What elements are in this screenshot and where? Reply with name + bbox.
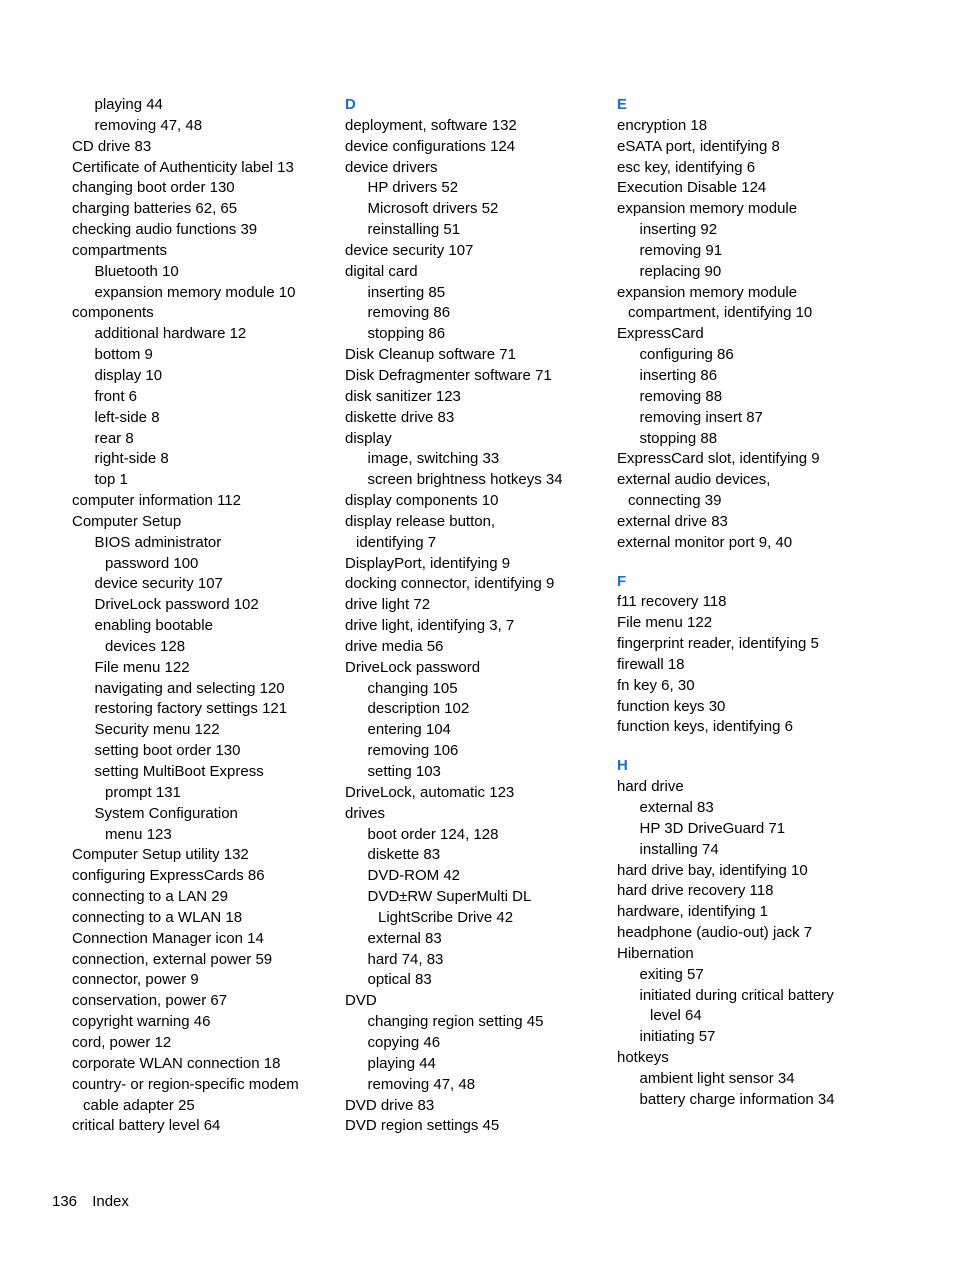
- index-entry: charging batteries 62, 65: [72, 200, 238, 218]
- index-subentry: DVD-ROM 42: [367, 867, 461, 885]
- index-subentry: devices 128: [105, 637, 186, 655]
- index-entry: device drivers: [345, 158, 438, 176]
- index-entry: disk sanitizer 123: [345, 387, 461, 405]
- index-entry: deployment, software 132: [345, 116, 517, 134]
- index-subentry: setting boot order 130: [94, 742, 241, 760]
- index-entry: drive light, identifying 3, 7: [345, 617, 515, 635]
- index-subentry: enabling bootable: [94, 617, 213, 635]
- index-subentry: changing region setting 45: [367, 1013, 544, 1031]
- index-entry: hard drive recovery 118: [617, 882, 774, 900]
- index-subentry: menu 123: [105, 825, 172, 843]
- index-entry: drives: [345, 804, 386, 822]
- index-subentry: hard 74, 83: [367, 950, 444, 968]
- section-gap: [617, 738, 879, 756]
- index-entry: fn key 6, 30: [617, 676, 695, 694]
- index-entry: esc key, identifying 6: [617, 158, 756, 176]
- index-entry: computer information 112: [72, 492, 241, 510]
- index-subentry: BIOS administrator: [94, 533, 222, 551]
- index-subentry: compartment, identifying 10: [628, 304, 813, 322]
- index-subentry: HP 3D DriveGuard 71: [639, 819, 786, 837]
- index-entry: country- or region-specific modem: [72, 1075, 299, 1093]
- index-entry: connecting to a LAN 29: [72, 888, 228, 906]
- index-subentry: removing 47, 48: [94, 116, 203, 134]
- index-subentry: configuring 86: [639, 346, 734, 364]
- index-subentry: setting MultiBoot Express: [94, 763, 264, 780]
- section-gap: [617, 554, 879, 572]
- index-subentry: device security 107: [94, 575, 223, 593]
- index-subentry: removing 86: [367, 304, 451, 322]
- index-subentry: System Configuration: [94, 804, 238, 822]
- index-subentry: stopping 88: [639, 429, 718, 447]
- index-entry: display release button,: [345, 512, 496, 530]
- index-subentry: level 64: [650, 1007, 702, 1025]
- index-subentry: image, switching 33: [367, 450, 500, 468]
- index-subentry: removing 91: [639, 241, 723, 259]
- index-subentry: description 102: [367, 700, 470, 718]
- index-subentry: Bluetooth 10: [94, 262, 179, 280]
- index-subentry: front 6: [94, 387, 138, 405]
- index-subentry: initiated during critical battery: [639, 986, 834, 1004]
- index-subentry: additional hardware 12: [94, 325, 247, 343]
- index-entry: expansion memory module: [617, 200, 798, 218]
- index-letter-heading: E: [617, 96, 628, 113]
- index-subentry: removing 106: [367, 742, 459, 760]
- index-entry: ExpressCard: [617, 325, 704, 343]
- index-subentry: Microsoft drivers 52: [367, 200, 499, 218]
- index-entry: hardware, identifying 1: [617, 903, 768, 921]
- index-subentry: inserting 92: [639, 221, 718, 239]
- index-subentry: external 83: [367, 929, 442, 947]
- index-subentry: HP drivers 52: [367, 179, 459, 197]
- index-subentry: prompt 131: [105, 783, 181, 801]
- index-column-3: [617, 95, 879, 1111]
- index-entry: device security 107: [345, 241, 474, 259]
- index-subentry: DVD±RW SuperMulti DL: [367, 888, 532, 906]
- index-entry: DisplayPort, identifying 9: [345, 554, 511, 572]
- index-subentry: changing 105: [367, 679, 458, 697]
- index-entry: Computer Setup: [72, 512, 182, 530]
- index-subentry: diskette 83: [367, 846, 441, 864]
- index-subentry: screen brightness hotkeys 34: [367, 471, 563, 489]
- index-subentry: reinstalling 51: [367, 221, 461, 239]
- index-subentry: optical 83: [367, 971, 432, 989]
- index-entry: display: [345, 429, 392, 447]
- index-subentry: ambient light sensor 34: [639, 1069, 795, 1087]
- index-subentry: cable adapter 25: [83, 1096, 195, 1114]
- index-subentry: initiating 57: [639, 1028, 716, 1046]
- index-subentry: top 1: [94, 471, 128, 489]
- index-subentry: identifying 7: [356, 533, 437, 551]
- index-subentry: password 100: [105, 554, 199, 572]
- index-subentry: setting 103: [367, 763, 441, 780]
- index-entry: Disk Cleanup software 71: [345, 346, 516, 364]
- index-entry: drive media 56: [345, 637, 444, 655]
- index-subentry: installing 74: [639, 840, 719, 858]
- index-entry: eSATA port, identifying 8: [617, 137, 780, 155]
- index-entry: components: [72, 304, 154, 322]
- index-entry: DVD region settings 45: [345, 1117, 500, 1135]
- index-subentry: inserting 86: [639, 366, 718, 384]
- index-entry: headphone (audio-out) jack 7: [617, 924, 813, 942]
- index-entry: checking audio functions 39: [72, 221, 258, 239]
- index-entry: external audio devices,: [617, 471, 771, 489]
- index-entry: firewall 18: [617, 655, 685, 673]
- index-entry: docking connector, identifying 9: [345, 575, 555, 593]
- index-entry: DVD: [345, 992, 377, 1010]
- index-entry: connecting to a WLAN 18: [72, 908, 243, 926]
- index-entry: device configurations 124: [345, 137, 516, 155]
- index-subentry: LightScribe Drive 42: [378, 908, 514, 926]
- index-subentry: display 10: [94, 366, 163, 384]
- index-entry: critical battery level 64: [72, 1117, 221, 1135]
- index-subentry: right-side 8: [94, 450, 169, 468]
- index-subentry: playing 44: [94, 96, 163, 113]
- index-subentry: playing 44: [367, 1054, 436, 1072]
- index-column-1: [72, 95, 334, 1137]
- index-subentry: Security menu 122: [94, 721, 220, 739]
- index-subentry: external 83: [639, 799, 714, 816]
- index-entry: hard drive bay, identifying 10: [617, 861, 808, 879]
- index-subentry: copying 46: [367, 1033, 441, 1051]
- index-entry: changing boot order 130: [72, 179, 235, 197]
- page-footer: [52, 1192, 129, 1212]
- index-subentry: rear 8: [94, 429, 134, 447]
- index-entry: Disk Defragmenter software 71: [345, 366, 552, 384]
- index-subentry: removing 88: [639, 387, 723, 405]
- index-subentry: exiting 57: [639, 965, 704, 983]
- index-entry: digital card: [345, 262, 418, 280]
- index-subentry: inserting 85: [367, 283, 446, 301]
- index-entry: function keys 30: [617, 697, 726, 715]
- index-subentry: battery charge information 34: [639, 1090, 835, 1108]
- index-letter-heading: F: [617, 572, 627, 590]
- index-entry: fingerprint reader, identifying 5: [617, 635, 819, 653]
- index-entry: DVD drive 83: [345, 1096, 435, 1114]
- index-subentry: restoring factory settings 121: [94, 700, 288, 718]
- index-entry: DriveLock, automatic 123: [345, 783, 515, 801]
- index-entry: drive light 72: [345, 596, 431, 614]
- index-subentry: DriveLock password 102: [94, 596, 259, 614]
- index-entry: hard drive: [617, 778, 684, 796]
- section-name: Index: [92, 1193, 129, 1210]
- index-entry: encryption 18: [617, 116, 708, 134]
- index-entry: expansion memory module: [617, 283, 798, 301]
- index-entry: connection, external power 59: [72, 950, 273, 968]
- index-column-2: [345, 95, 607, 1137]
- index-entry: diskette drive 83: [345, 408, 455, 426]
- index-entry: Certificate of Authenticity label 13: [72, 158, 294, 176]
- index-subentry: left-side 8: [94, 408, 160, 426]
- index-entry: connector, power 9: [72, 971, 199, 989]
- index-entry: compartments: [72, 241, 168, 259]
- page-number: 136: [52, 1193, 78, 1210]
- index-entry: Computer Setup utility 132: [72, 846, 249, 864]
- index-subentry: connecting 39: [628, 492, 722, 510]
- index-entry: Hibernation: [617, 944, 694, 962]
- index-entry: external monitor port 9, 40: [617, 533, 793, 551]
- index-subentry: boot order 124, 128: [367, 825, 499, 843]
- index-entry: CD drive 83: [72, 137, 152, 155]
- index-subentry: removing insert 87: [639, 408, 763, 426]
- index-subentry: bottom 9: [94, 346, 153, 364]
- index-letter-heading: D: [345, 96, 356, 113]
- index-entry: conservation, power 67: [72, 992, 228, 1010]
- index-entry: Execution Disable 124: [617, 179, 767, 197]
- index-subentry: navigating and selecting 120: [94, 679, 285, 697]
- index-subentry: replacing 90: [639, 262, 722, 280]
- index-entry: display components 10: [345, 492, 499, 510]
- index-subentry: entering 104: [367, 721, 451, 739]
- index-entry: corporate WLAN connection 18: [72, 1054, 281, 1072]
- index-entry: DriveLock password: [345, 658, 481, 676]
- index-entry: external drive 83: [617, 512, 728, 530]
- index-entry: function keys, identifying 6: [617, 718, 793, 736]
- index-entry: Connection Manager icon 14: [72, 929, 264, 947]
- index-entry: configuring ExpressCards 86: [72, 867, 265, 885]
- index-entry: cord, power 12: [72, 1033, 172, 1051]
- index-subentry: stopping 86: [367, 325, 446, 343]
- index-subentry: removing 47, 48: [367, 1075, 476, 1093]
- index-subentry: File menu 122: [94, 658, 190, 676]
- index-entry: f11 recovery 118: [617, 593, 727, 611]
- index-entry: ExpressCard slot, identifying 9: [617, 450, 820, 468]
- index-entry: hotkeys: [617, 1049, 669, 1067]
- index-entry: File menu 122: [617, 614, 713, 632]
- index-entry: copyright warning 46: [72, 1013, 211, 1031]
- index-subentry: expansion memory module 10: [94, 283, 296, 301]
- index-letter-heading: H: [617, 757, 628, 775]
